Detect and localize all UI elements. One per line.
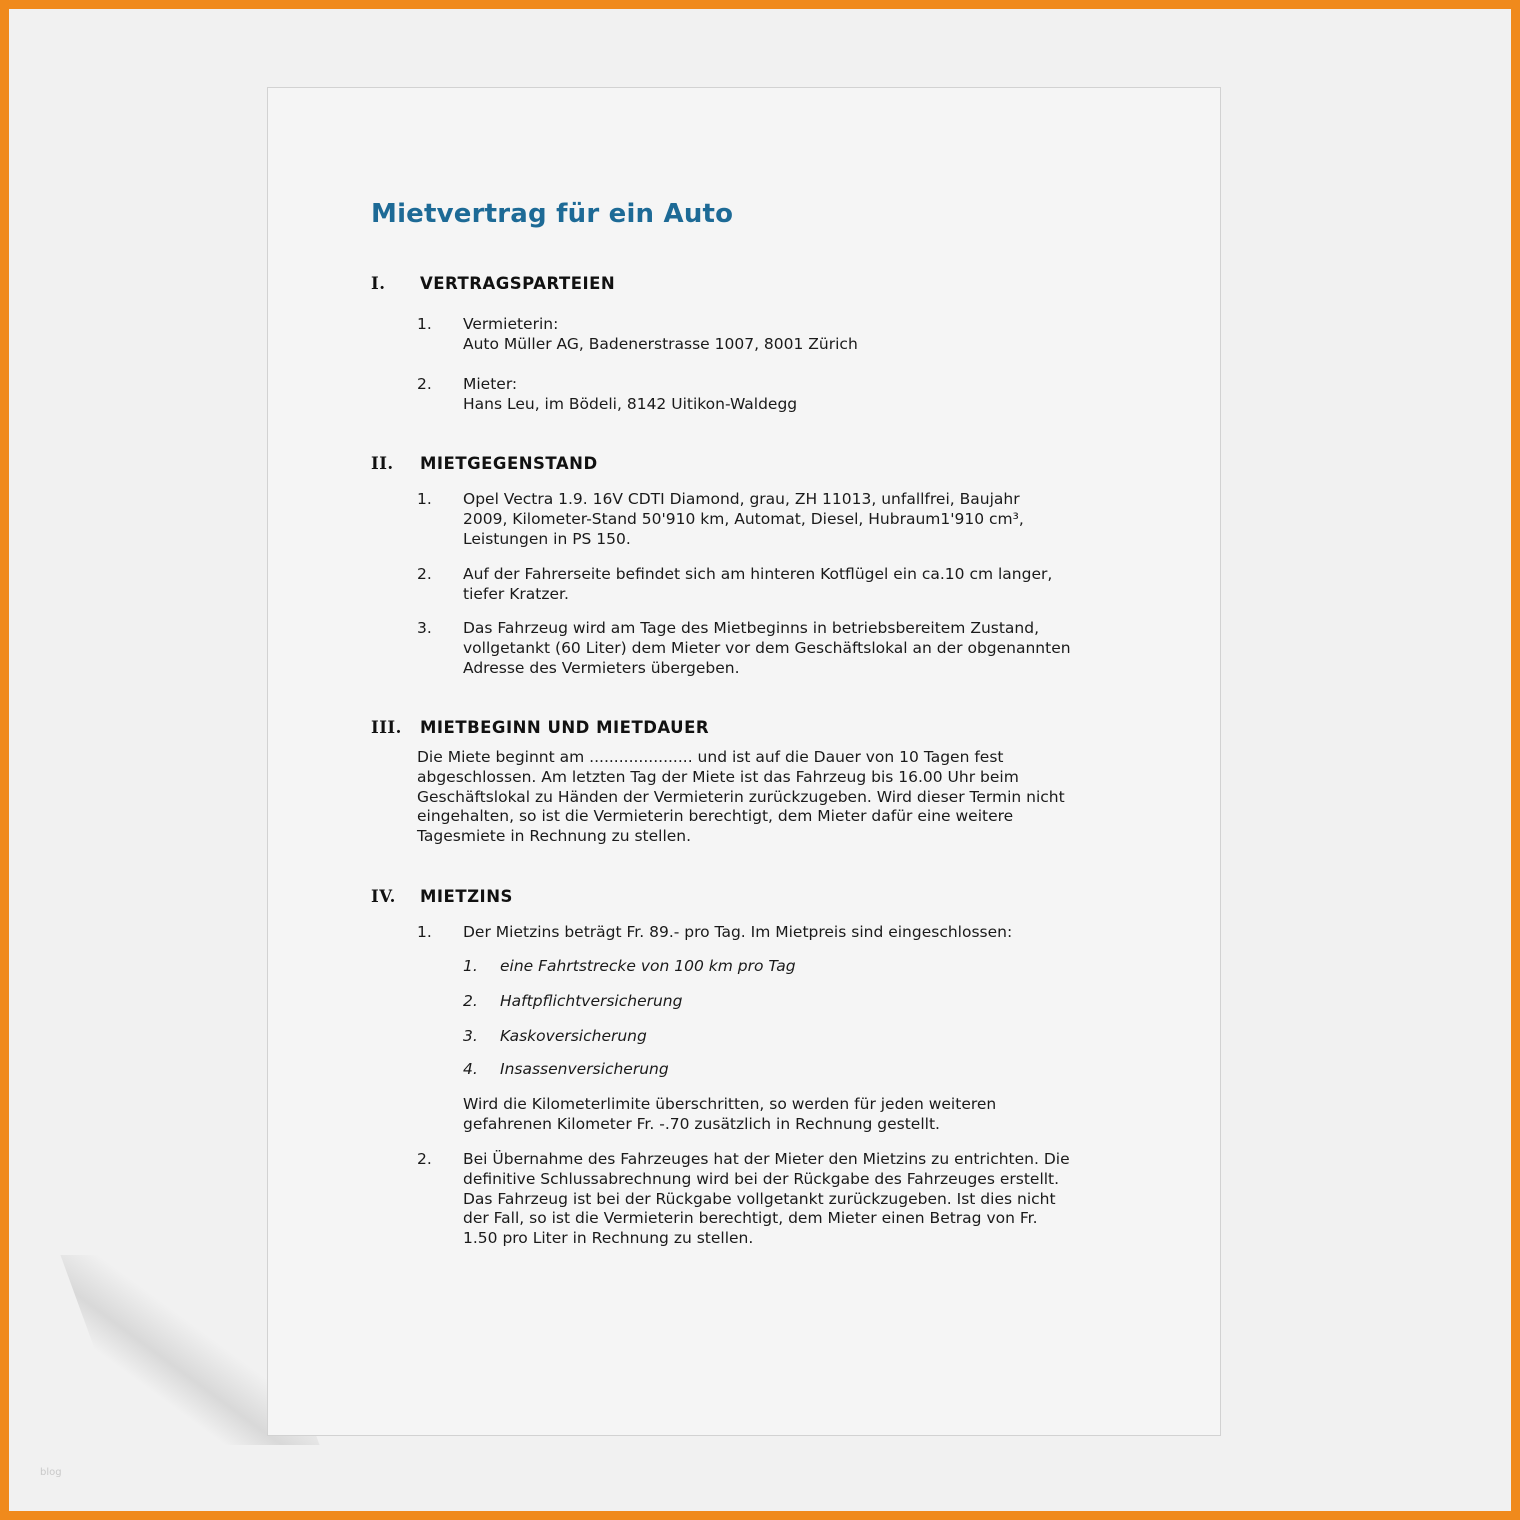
text-line: tiefer Kratzer. bbox=[463, 584, 569, 603]
item-number: 1. bbox=[417, 490, 432, 508]
item-number: 2. bbox=[417, 565, 432, 583]
section-title: VERTRAGSPARTEIEN bbox=[420, 274, 616, 293]
text-line: 1.50 pro Liter in Rechnung zu stellen. bbox=[463, 1229, 754, 1248]
section-title: MIETBEGINN UND MIETDAUER bbox=[420, 718, 710, 737]
text-line: gefahrenen Kilometer Fr. -.70 zusätzlich in Rechnung gestellt. bbox=[463, 1114, 940, 1133]
item-number: 2. bbox=[417, 375, 432, 393]
subitem-number: 2. bbox=[463, 992, 478, 1010]
item-text bbox=[463, 375, 1123, 415]
section-number: III. bbox=[371, 718, 402, 737]
item-number: 1. bbox=[417, 923, 432, 941]
item-number: 1. bbox=[417, 315, 432, 333]
text-line: Das Fahrzeug ist bei der Rückgabe vollgetankt zurückzugeben. Ist dies nicht bbox=[463, 1189, 1056, 1208]
text-line: Auf der Fahrerseite befindet sich am hinteren Kotflügel ein ca.10 cm langer, bbox=[463, 565, 1053, 583]
subitem-text: Haftpflichtversicherung bbox=[500, 992, 683, 1010]
subitem-number: 1. bbox=[463, 957, 478, 975]
text-line: Auto Müller AG, Badenerstrasse 1007, 8001 Zürich bbox=[463, 334, 858, 353]
item-text bbox=[463, 315, 1123, 355]
subitem-text: Insassenversicherung bbox=[500, 1060, 669, 1078]
item-number: 3. bbox=[417, 619, 432, 637]
subitem-number: 3. bbox=[463, 1027, 478, 1045]
text-line: Adresse des Vermieters übergeben. bbox=[463, 658, 740, 677]
text-line: Der Mietzins beträgt Fr. 89.- pro Tag. Im Mietpreis sind eingeschlossen: bbox=[463, 923, 1013, 941]
text-line: Die Miete beginnt am ..................... und ist auf die Dauer von 10 Tagen fest bbox=[417, 748, 1004, 766]
document-page bbox=[267, 87, 1221, 1436]
document-title: Mietvertrag für ein Auto bbox=[371, 199, 734, 229]
subitem-text: eine Fahrtstrecke von 100 km pro Tag bbox=[500, 957, 796, 975]
watermark-text: blog bbox=[40, 1467, 62, 1478]
text-line: Opel Vectra 1.9. 16V CDTI Diamond, grau, ZH 11013, unfallfrei, Baujahr bbox=[463, 490, 1020, 508]
text-line: eingehalten, so ist die Vermieterin berechtigt, dem Mieter dafür eine weitere bbox=[417, 807, 1014, 826]
subitem-text: Kaskoversicherung bbox=[500, 1027, 647, 1045]
section-number: IV. bbox=[371, 887, 396, 906]
text-line: Bei Übernahme des Fahrzeuges hat der Mieter den Mietzins zu entrichten. Die bbox=[463, 1150, 1070, 1168]
text-line: 2009, Kilometer-Stand 50'910 km, Automat, Diesel, Hubraum1'910 cm³, bbox=[463, 509, 1024, 528]
text-line: Wird die Kilometerlimite überschritten, so werden für jeden weiteren bbox=[463, 1095, 997, 1113]
text-line: abgeschlossen. Am letzten Tag der Miete ist das Fahrzeug bis 16.00 Uhr beim bbox=[417, 767, 1019, 786]
text-line: Das Fahrzeug wird am Tage des Mietbeginns in betriebsbereitem Zustand, bbox=[463, 619, 1040, 637]
item-text bbox=[463, 565, 1123, 605]
note-paragraph bbox=[463, 1095, 1123, 1135]
text-line: Mieter: bbox=[463, 375, 518, 393]
section-title: MIETZINS bbox=[420, 887, 513, 906]
section-paragraph bbox=[417, 748, 1117, 847]
subitem-number: 4. bbox=[463, 1060, 478, 1078]
text-line: Leistungen in PS 150. bbox=[463, 529, 631, 548]
text-line: der Fall, so ist die Vermieterin berechtigt, dem Mieter einen Betrag von Fr. bbox=[463, 1209, 1038, 1228]
text-line: Tagesmiete in Rechnung zu stellen. bbox=[417, 827, 692, 846]
text-line: Vermieterin: bbox=[463, 315, 559, 333]
item-text bbox=[463, 619, 1123, 678]
section-number: II. bbox=[371, 454, 394, 473]
item-number: 2. bbox=[417, 1150, 432, 1168]
text-line: Geschäftslokal zu Händen der Vermieterin zurückzugeben. Wird dieser Termin nicht bbox=[417, 787, 1065, 806]
section-title: MIETGEGENSTAND bbox=[420, 454, 598, 473]
text-line: vollgetankt (60 Liter) dem Mieter vor dem Geschäftslokal an der obgenannten bbox=[463, 638, 1071, 657]
section-number: I. bbox=[371, 274, 386, 293]
text-line: definitive Schlussabrechnung wird bei der Rückgabe des Fahrzeuges erstellt. bbox=[463, 1169, 1060, 1188]
item-text bbox=[463, 1150, 1123, 1249]
item-text bbox=[463, 490, 1123, 549]
text-line: Hans Leu, im Bödeli, 8142 Uitikon-Waldegg bbox=[463, 394, 798, 413]
item-text bbox=[463, 923, 1123, 943]
